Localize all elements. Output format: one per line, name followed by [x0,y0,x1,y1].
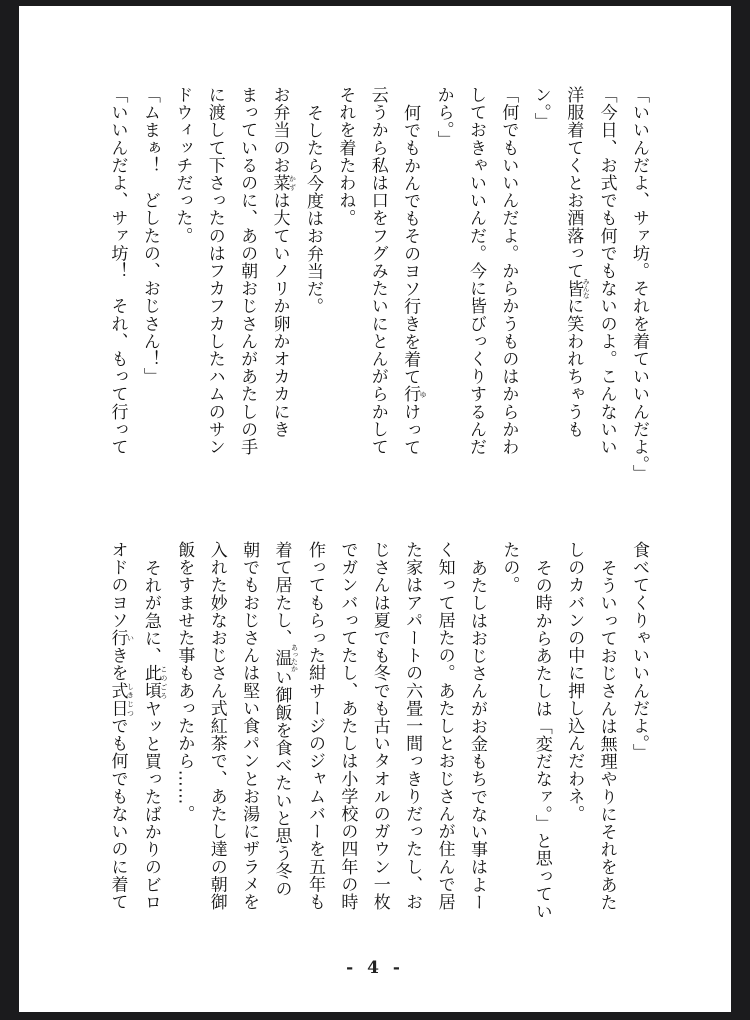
text-run: たの。 [499,541,520,594]
text-run: 「いいんだよ、サァ坊！ それ、もって行って [107,86,128,456]
text-column [623,541,655,941]
text-run: あたしはおじさんがお金もちでない事はよー [466,558,487,911]
page-number: - 4 - [346,958,404,978]
ruby-base: 此頃 [140,664,161,700]
text-run: ドウィッチだった。 [172,86,193,245]
text-column [135,541,168,941]
ruby-base: 菜 [269,174,290,192]
text-column [558,541,590,941]
ruby-reading: しきじつ [126,681,135,717]
text-run: そういっておじさんは無理やりにそれをあた [596,558,617,911]
text-column [168,541,200,941]
text-column [461,541,493,941]
text-run: 「何でもいいんだよ。からかうものはからかわ [498,86,519,456]
text-column [166,86,198,486]
ruby-base: 行 [400,385,421,403]
ruby-annotation [269,174,297,192]
text-column [231,86,263,486]
ruby-reading: かず [288,174,297,192]
text-column [299,541,331,941]
text-run: ン。」 [530,86,551,131]
text-run: しておきゃいいんだ。今に皆びっくりするんだ [465,86,486,456]
ruby-base: 温 [271,643,292,672]
text-column [557,86,590,486]
ruby-reading: ゆ [419,385,428,403]
text-run: は大ていノリか卵かオカカにき [269,191,290,439]
text-run: く知って居たの。あたしとおじさんが住んで居 [434,541,455,911]
text-column [590,86,622,486]
ruby-base: 皆 [563,277,584,299]
text-run: 云うから私は口をフグみたいにとんがらかして [367,86,388,456]
ruby-annotation [107,681,135,718]
text-run: 食べてくりゃいいんだよ。」 [629,541,649,762]
ruby-annotation [271,643,299,672]
text-column [233,541,265,941]
ruby-reading: このごろ [159,664,168,700]
ruby-reading: い [126,629,135,647]
ruby-annotation [107,629,135,647]
text-run: けって [400,402,421,456]
text-column [525,541,557,941]
text-run: 「いいんだよ、サァ坊。それを着ていいんだよ。」 [629,86,649,483]
text-run: に渡して下さったのはフカフカしたハムのサン [204,86,225,456]
text-column [428,541,460,941]
text-run: まっているのに、あの朝おじさんがあたしの手 [237,86,258,456]
text-column [331,541,363,941]
text-run: そしたら今度はお弁当だ。 [302,103,323,315]
text-column [101,541,134,941]
text-column [297,86,329,486]
text-run: ヤッと買ったばかりのビロ [140,699,161,911]
text-run: 「今日、お式でも何でもないのよ。こんないい [596,86,617,456]
text-run: でも何でもないのに着て [107,717,128,911]
ruby-annotation [140,664,168,700]
text-column [101,86,133,486]
text-run: から。」 [433,86,454,148]
text-run: それを着たわね。 [335,86,356,227]
ruby-base: 式日 [107,681,128,718]
text-run: 朝でもおじさんは堅い食パンとお湯にザラメを [239,541,260,911]
text-run: 作ってもらった紺サージのジャムバーを五年も [304,541,325,911]
text-run: じさんは夏でも冬でも古いタオルのガウン一枚 [369,541,390,911]
text-column [198,86,230,486]
text-column [265,541,298,941]
text-run: い御飯を食べたいと思う冬の [271,668,292,898]
text-column [329,86,361,486]
text-column [363,541,395,941]
ruby-annotation [563,277,591,299]
text-run: 飯をすませた事もあったから……。 [174,541,195,823]
text-column [200,541,232,941]
text-column [460,86,492,486]
text-block-bottom [101,541,655,941]
text-column [134,86,166,486]
text-run: 「ムまぁ！ どしたの、おじさん！」 [139,86,160,386]
text-column [623,86,655,486]
text-column [396,541,428,941]
text-run: それが急に、 [140,558,161,665]
ruby-base: 行 [107,629,128,647]
ruby-reading: みんな [582,277,591,299]
ruby-reading: あったか [290,643,299,672]
text-run: 着て居たし、 [271,541,292,647]
text-run: しのカバンの中に押し込んだわネ。 [564,541,585,823]
text-run: た家はアパートの六畳一間っきりだったし、お [402,541,423,911]
text-run: 洋服着てくとお酒落って [563,86,584,280]
text-column [492,86,524,486]
text-run: オドのヨソ [107,541,128,629]
ruby-annotation [400,385,428,403]
text-block-top [101,86,655,486]
text-column [524,86,556,486]
text-run: お弁当のお [269,86,290,174]
document-page [19,6,731,1012]
text-column [263,86,296,486]
text-run: でガンバってたし、あたしは小学校の四年の時 [337,541,358,911]
text-column [427,86,459,486]
text-run: 入れた妙なおじさん式紅茶で、あたし達の朝御 [206,541,227,911]
text-run: 何でもかんでもそのヨソ行きを着て [400,103,421,386]
text-column [493,541,525,941]
text-run: きを [107,646,128,682]
text-run: その時からあたしは「変だなァ。」と思ってい [531,558,552,920]
text-column [361,86,393,486]
text-column [590,541,622,941]
text-column [394,86,427,486]
text-run: に笑われちゃうも [563,297,584,439]
